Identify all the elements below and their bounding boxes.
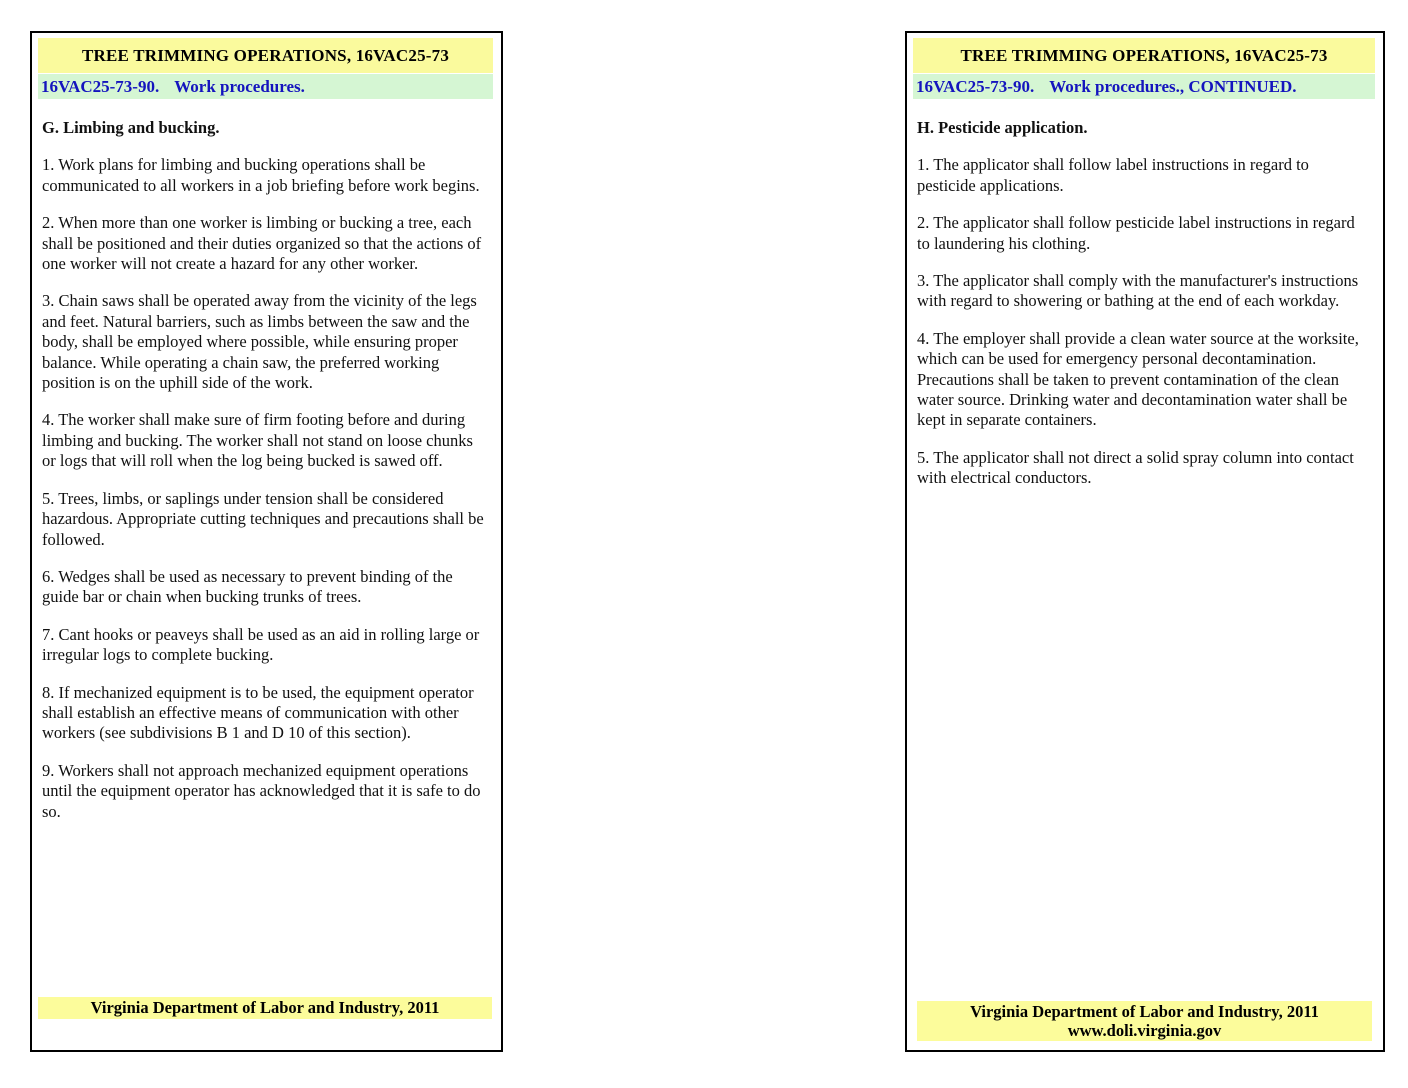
- section-title: Work procedures.: [174, 76, 305, 96]
- page-title-bar: [913, 38, 1375, 73]
- paragraph: 2. When more than one worker is limbing or bucking a tree, each shall be positioned and their duties organized so that the actions of one worker will not create a hazard for any other worker.: [42, 213, 482, 274]
- section-code: 16VAC25-73-90.: [916, 76, 1035, 96]
- paragraph: 1. The applicator shall follow label instructions in regard to pesticide applications.: [917, 155, 1309, 195]
- body-heading: G. Limbing and bucking.: [42, 118, 220, 137]
- footer-bar: [917, 1001, 1372, 1041]
- paragraph: 6. Wedges shall be used as necessary to prevent binding of the guide bar or chain when bucking trunks of trees.: [42, 566, 453, 607]
- section-bar: [38, 74, 493, 99]
- footer-text: Virginia Department of Labor and Industry, 2011: [970, 1002, 1319, 1021]
- body-heading: H. Pesticide application.: [917, 118, 1088, 137]
- section-bar: [913, 74, 1375, 99]
- paragraph: 1. Work plans for limbing and bucking operations shall be communicated to all workers in a job briefing before work begins.: [42, 155, 480, 195]
- body-text: [32, 118, 501, 822]
- body-text: [907, 118, 1383, 489]
- page-title: TREE TRIMMING OPERATIONS, 16VAC25-73: [960, 45, 1328, 65]
- paragraph: 8. If mechanized equipment is to be used, the equipment operator shall establish an effective means of communication with other workers (see subdivisions B 1 and D 10 of this section).: [42, 682, 474, 743]
- footer-url: www.doli.virginia.gov: [1067, 1021, 1222, 1040]
- page-title: TREE TRIMMING OPERATIONS, 16VAC25-73: [81, 45, 450, 65]
- section-code: 16VAC25-73-90.: [41, 76, 160, 96]
- paragraph: 7. Cant hooks or peaveys shall be used as an aid in rolling large or irregular logs to complete bucking.: [42, 624, 480, 665]
- paragraph: 5. The applicator shall not direct a solid spray column into contact with electrical conductors.: [917, 447, 1354, 488]
- paragraph: 2. The applicator shall follow pesticide label instructions in regard to laundering his clothing.: [917, 213, 1355, 253]
- paragraph: 5. Trees, limbs, or saplings under tension shall be considered hazardous. Appropriate cutting techniques and precautions shall be followed.: [42, 488, 484, 549]
- page-2-panel: [905, 31, 1385, 1052]
- paragraph: 9. Workers shall not approach mechanized equipment operations until the equipment operator has acknowledged that it is safe to do so.: [42, 760, 481, 821]
- footer-text: Virginia Department of Labor and Industry, 2011: [90, 998, 440, 1017]
- paragraph: 4. The worker shall make sure of firm footing before and during limbing and bucking. The worker shall not stand on loose chunks or logs that will roll when the log being bucked is sawed off.: [42, 410, 473, 471]
- footer-bar: [38, 997, 492, 1019]
- page-1-panel: [30, 31, 503, 1052]
- paragraph: 3. Chain saws shall be operated away from the vicinity of the legs and feet. Natural barriers, such as limbs between the saw and the body, shall be employed where possible, while ensuring proper balance. While operating a chain saw, the preferred working position is on the uphill side of the work.: [42, 291, 477, 393]
- section-title: Work procedures., CONTINUED.: [1049, 76, 1297, 96]
- paragraph: 3. The applicator shall comply with the manufacturer's instructions with regard to showering or bathing at the end of each workday.: [917, 271, 1359, 311]
- paragraph: 4. The employer shall provide a clean water source at the worksite, which can be used for emergency personal decontamination. Precautions shall be taken to prevent contamination of the clean water source. Drinking water and decontamination water shall be kept in separate containers.: [917, 328, 1359, 430]
- page-title-bar: [38, 38, 493, 73]
